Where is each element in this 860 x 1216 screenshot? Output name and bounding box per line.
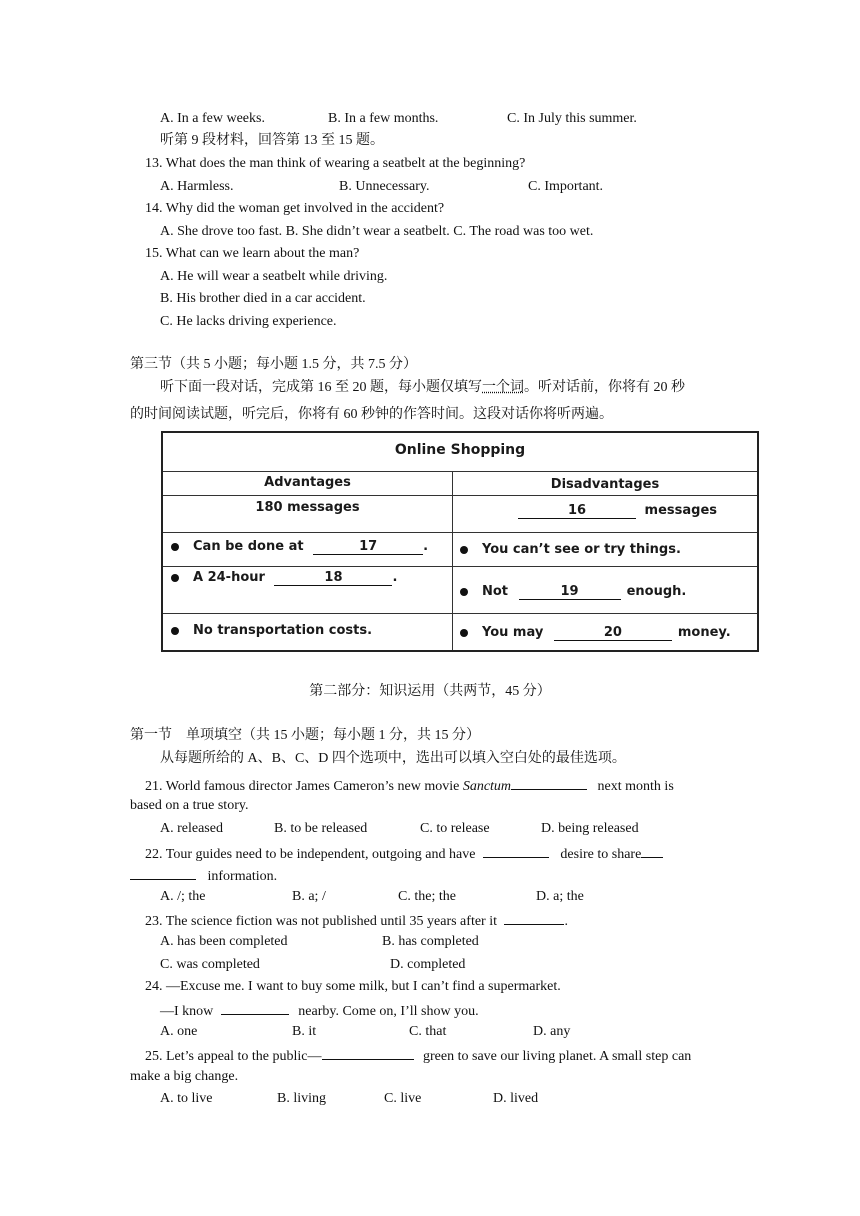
q23-option-a: A. has been completed (160, 934, 288, 949)
q23-text-b: . (564, 914, 568, 929)
q14-options: A. She drove too fast. B. She didn’t wear a seatbelt. C. The road was too wet. (160, 224, 594, 239)
q25-option-d: D. lived (493, 1091, 539, 1106)
q22-stem (145, 843, 663, 864)
q14-stem: 14. Why did the woman get involved in the accident? (145, 201, 445, 216)
q25-option-b: B. living (277, 1091, 327, 1106)
col-header-disadvantages: Disadvantages (550, 477, 660, 492)
q13-option-b: B. Unnecessary. (339, 179, 430, 194)
online-shopping-table (161, 431, 759, 652)
table-title: Online Shopping (394, 442, 526, 458)
q21-option-b: B. to be released (274, 821, 368, 836)
q23-option-c: C. was completed (160, 957, 260, 972)
q25-stem (145, 1045, 691, 1066)
q21-text-b: next month is (597, 779, 674, 794)
part3-instruction-line1 (160, 379, 685, 397)
q21-blank (511, 775, 587, 790)
q25-option-a: A. to live (160, 1091, 213, 1106)
q21-option-d: D. being released (541, 821, 639, 836)
row3-right-suffix: money. (677, 625, 731, 640)
row1-right-text: You can’t see or try things. (482, 542, 681, 557)
q24-blank (221, 1000, 289, 1015)
q13-option-c: C. Important. (528, 179, 604, 194)
advantage-row-2 (171, 570, 397, 586)
row1-left-text: Can be done at (193, 539, 304, 554)
q22-text-b: desire to share (560, 847, 642, 862)
q21-option-c: C. to release (420, 821, 490, 836)
q15-option-b: B. His brother died in a car accident. (160, 291, 366, 306)
instr-emphasis: 一个词 (482, 380, 524, 395)
q25-stem-line2: make a big change. (130, 1069, 239, 1084)
row2-left-suffix: . (392, 570, 398, 585)
part3-heading: 第三节（共 5 小题；每小题 1.5 分，共 7.5 分） (130, 357, 417, 372)
blank-16: 16 (518, 503, 636, 519)
row2-left-text: A 24-hour (193, 570, 265, 585)
part3-instruction-line2: 的时间阅读试题，听完后，你将有 60 秒钟的作答时间。这段对话你将听两遍。 (130, 407, 613, 422)
q23-stem (145, 910, 568, 931)
blank-17: 17 (313, 539, 423, 555)
q24-option-d: D. any (533, 1024, 571, 1039)
q21-option-a: A. released (160, 821, 223, 836)
table-divider (163, 613, 452, 614)
q24-text-b: nearby. Come on, I’ll show you. (298, 1004, 479, 1019)
row2-right-text: Not (482, 584, 509, 599)
q15-option-a: A. He will wear a seatbelt while driving. (160, 269, 388, 284)
bullet-icon (171, 574, 179, 582)
q21-text-a: 21. World famous director James Cameron’s new movie (145, 779, 460, 794)
bullet-icon (171, 627, 179, 635)
row1-left-suffix: . (423, 539, 429, 554)
q25-text-b: green to save our living planet. A small step can (423, 1049, 692, 1064)
col-header-advantages: Advantages (264, 475, 351, 490)
section1-heading: 第一节 单项填空（共 15 小题；每小题 1 分，共 15 分） (130, 728, 480, 743)
q23-option-d: D. completed (390, 957, 466, 972)
disadvantage-row-2 (460, 584, 686, 600)
q13-stem: 13. What does the man think of wearing a seatbelt at the beginning? (145, 156, 526, 171)
q22-option-b: B. a; / (292, 889, 326, 904)
q22-option-a: A. /; the (160, 889, 206, 904)
table-divider (163, 532, 757, 533)
disadvantages-count-suffix: messages (644, 503, 718, 518)
advantage-row-3 (171, 623, 372, 638)
q22-text-a: 22. Tour guides need to be independent, outgoing and have (145, 847, 476, 862)
bullet-icon (460, 629, 468, 637)
disadvantage-row-1 (460, 542, 681, 557)
blank-19: 19 (519, 584, 621, 600)
q12-option-a: A. In a few weeks. (160, 111, 265, 126)
section9-intro: 听第 9 段材料，回答第 13 至 15 题。 (160, 133, 384, 148)
q22-blank-1 (483, 843, 549, 858)
disadvantages-count (518, 503, 717, 519)
q22-blank-2b (130, 865, 196, 880)
q25-blank (322, 1045, 414, 1060)
table-divider (163, 566, 757, 567)
blank-20: 20 (554, 625, 672, 641)
table-divider (163, 495, 757, 496)
q24-reply (160, 1000, 479, 1021)
row3-right-text: You may (482, 625, 544, 640)
table-column-divider (452, 471, 453, 650)
q12-option-c: C. In July this summer. (507, 111, 637, 126)
q23-text-a: 23. The science fiction was not published until 35 years after it (145, 914, 497, 929)
bullet-icon (460, 546, 468, 554)
advantage-row-1 (171, 539, 428, 555)
q24-stem: 24. —Excuse me. I want to buy some milk, but I can’t find a supermarket. (145, 979, 561, 994)
q23-option-b: B. has completed (382, 934, 479, 949)
q22-option-d: D. a; the (536, 889, 584, 904)
row2-right-suffix: enough. (626, 584, 687, 599)
q24-option-c: C. that (409, 1024, 447, 1039)
q21-stem (145, 775, 674, 796)
instr-b: 。听对话前，你将有 20 秒 (524, 380, 685, 395)
bullet-icon (171, 543, 179, 551)
row3-left-text: No transportation costs. (193, 623, 373, 638)
q23-blank (504, 910, 564, 925)
q25-text-a: 25. Let’s appeal to the public— (145, 1049, 322, 1064)
section1-instruction: 从每题所给的 A、B、C、D 四个选项中，选出可以填入空白处的最佳选项。 (160, 751, 626, 766)
q22-stem-line2 (130, 865, 277, 886)
q12-option-b: B. In a few months. (328, 111, 439, 126)
q21-stem-line2: based on a true story. (130, 798, 249, 813)
q15-option-c: C. He lacks driving experience. (160, 314, 337, 329)
q13-option-a: A. Harmless. (160, 179, 234, 194)
disadvantage-row-3 (460, 625, 731, 641)
q15-stem: 15. What can we learn about the man? (145, 246, 360, 261)
instr-a: 听下面一段对话，完成第 16 至 20 题，每小题仅填写 (160, 380, 482, 395)
q22-text-line2: information. (207, 869, 278, 884)
advantages-count: 180 messages (255, 500, 360, 515)
q24-option-a: A. one (160, 1024, 198, 1039)
q25-option-c: C. live (384, 1091, 422, 1106)
q24-text-a: —I know (160, 1004, 214, 1019)
table-divider (163, 471, 757, 472)
bullet-icon (460, 588, 468, 596)
part2-title: 第二部分：知识运用（共两节，45 分） (309, 684, 551, 699)
q24-option-b: B. it (292, 1024, 317, 1039)
q22-option-c: C. the; the (398, 889, 456, 904)
q21-movie-title: Sanctum (462, 779, 512, 794)
table-divider (453, 613, 757, 614)
blank-18: 18 (274, 570, 392, 586)
q22-blank-2 (641, 843, 663, 858)
